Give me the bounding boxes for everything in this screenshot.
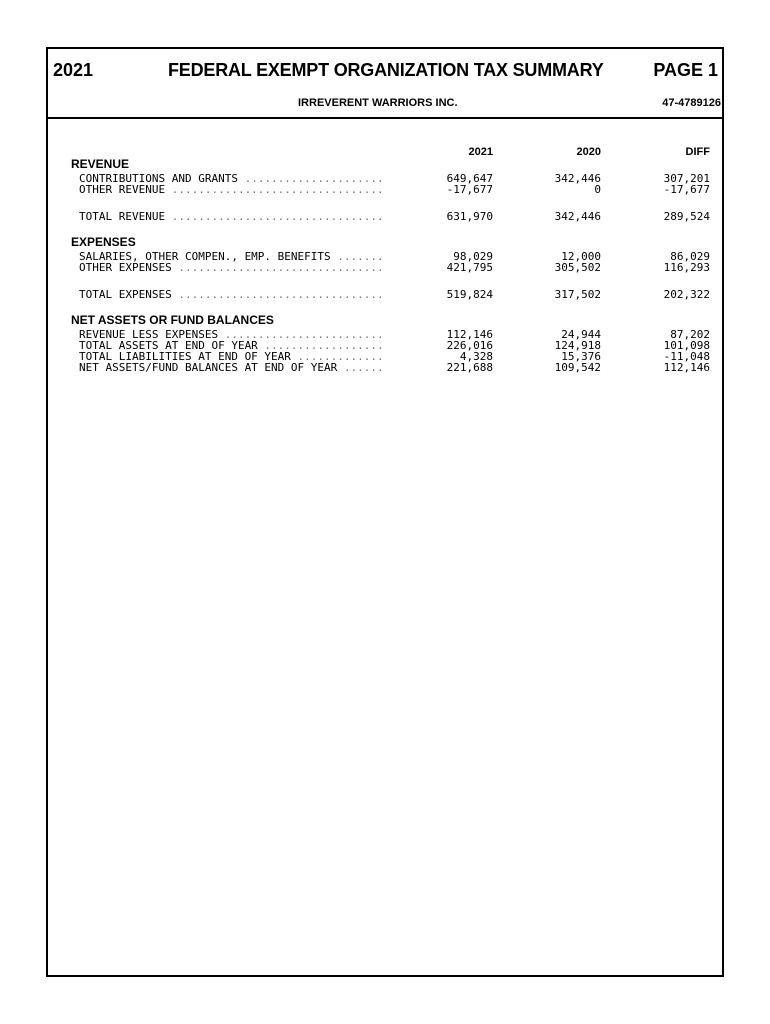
row-label: TOTAL ASSETS AT END OF YEAR ..... bbox=[79, 340, 382, 351]
value-2021: 631,970 bbox=[446, 210, 493, 223]
column-header-2021: 2021 bbox=[468, 146, 493, 158]
header bbox=[48, 49, 722, 91]
value-diff: 116,293 bbox=[663, 261, 710, 274]
value-2021: 221,688 bbox=[446, 361, 493, 374]
ein-number: 47-4789126 bbox=[662, 97, 721, 109]
organization-name: IRREVERENT WARRIORS INC. bbox=[298, 97, 458, 109]
row-label: TOTAL EXPENSES ..... bbox=[79, 289, 382, 300]
value-2020: 124,918 bbox=[554, 339, 601, 352]
total-row bbox=[48, 289, 722, 300]
section-title-net-assets: NET ASSETS OR FUND BALANCES bbox=[71, 313, 274, 327]
column-header-diff: DIFF bbox=[685, 146, 710, 158]
value-diff: 289,524 bbox=[663, 210, 710, 223]
value-2021: 112,146 bbox=[446, 328, 493, 341]
value-2020: 24,944 bbox=[561, 328, 601, 341]
row-label: REVENUE LESS EXPENSES ..... bbox=[79, 329, 382, 340]
table-row bbox=[48, 173, 722, 184]
value-2020: 15,376 bbox=[561, 350, 601, 363]
table-row bbox=[48, 262, 722, 273]
header-divider bbox=[48, 117, 722, 119]
value-2021: 421,795 bbox=[446, 261, 493, 274]
value-2021: 519,824 bbox=[446, 288, 493, 301]
value-2021: 98,029 bbox=[453, 250, 493, 263]
total-row bbox=[48, 211, 722, 222]
value-2020: 0 bbox=[594, 183, 601, 196]
value-2021: -17,677 bbox=[446, 183, 493, 196]
value-2020: 342,446 bbox=[554, 172, 601, 185]
value-diff: 86,029 bbox=[670, 250, 710, 263]
row-label: SALARIES, OTHER COMPEN., EMP. BENEFITS ..... bbox=[79, 251, 382, 262]
value-2020: 317,502 bbox=[554, 288, 601, 301]
value-diff: -11,048 bbox=[663, 350, 710, 363]
value-diff: 202,322 bbox=[663, 288, 710, 301]
row-label: OTHER EXPENSES ..... bbox=[79, 262, 382, 273]
row-label: TOTAL REVENUE ..... bbox=[79, 211, 382, 222]
table-row bbox=[48, 184, 722, 195]
column-header-2020: 2020 bbox=[576, 146, 601, 158]
row-label: NET ASSETS/FUND BALANCES AT END OF YEAR ..... bbox=[79, 362, 382, 373]
table-row bbox=[48, 340, 722, 351]
value-diff: 112,146 bbox=[663, 361, 710, 374]
value-2020: 305,502 bbox=[554, 261, 601, 274]
value-diff: -17,677 bbox=[663, 183, 710, 196]
value-2020: 342,446 bbox=[554, 210, 601, 223]
value-2021: 226,016 bbox=[446, 339, 493, 352]
tax-year: 2021 bbox=[53, 60, 94, 80]
page-title: FEDERAL EXEMPT ORGANIZATION TAX SUMMARY bbox=[168, 60, 604, 80]
row-label: OTHER REVENUE ..... bbox=[79, 184, 382, 195]
value-diff: 307,201 bbox=[663, 172, 710, 185]
value-diff: 101,098 bbox=[663, 339, 710, 352]
value-diff: 87,202 bbox=[670, 328, 710, 341]
row-label: TOTAL LIABILITIES AT END OF YEAR ..... bbox=[79, 351, 382, 362]
section-title-revenue: REVENUE bbox=[71, 157, 130, 171]
table-row bbox=[48, 351, 722, 362]
section-title-expenses: EXPENSES bbox=[71, 235, 136, 249]
page-number: PAGE 1 bbox=[653, 60, 718, 80]
table-row bbox=[48, 251, 722, 262]
value-2021: 4,328 bbox=[459, 350, 493, 363]
table-row bbox=[48, 362, 722, 373]
summary-page bbox=[46, 47, 724, 977]
value-2021: 649,647 bbox=[446, 172, 493, 185]
value-2020: 109,542 bbox=[554, 361, 601, 374]
table-row bbox=[48, 329, 722, 340]
row-label: CONTRIBUTIONS AND GRANTS ..... bbox=[79, 173, 382, 184]
value-2020: 12,000 bbox=[561, 250, 601, 263]
